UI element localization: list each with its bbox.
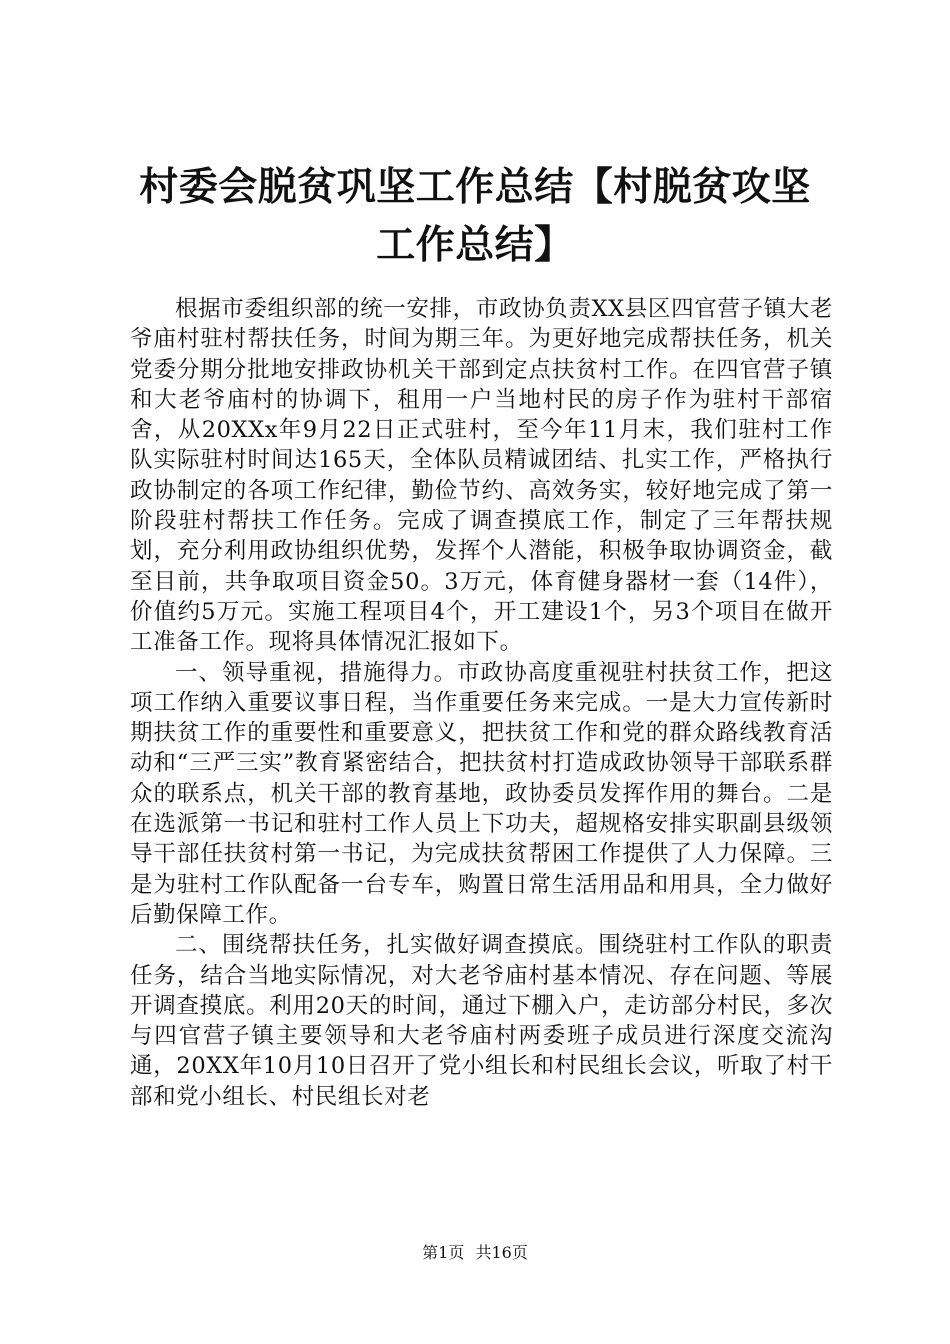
paragraph-section-2: 二、围绕帮扶任务，扎实做好调查摸底。围绕驻村工作队的职责任务，结合当地实际情况，对大老爷庙村基本情况、存在问题、等展开调查摸底。利用20天的时间，通过下棚入户，走访部分村民，多次与四官营子镇主要领导和大老爷庙村两委班子成员进行深度交流沟通，20XX年10月10日召开了党小组长和村民组长会议，听取了村干部和党小组长、村民组长对老 (130, 932, 833, 1110)
document-body (130, 294, 833, 1112)
document-title: 村委会脱贫巩坚工作总结【村脱贫攻坚工作总结】 (139, 164, 811, 268)
page-footer (0, 1243, 950, 1263)
paragraph-intro: 根据市委组织部的统一安排，市政协负责XX县区四官营子镇大老爷庙村驻村帮扶任务，时间为期三年。为更好地完成帮扶任务，机关党委分期分批地安排政协机关干部到定点扶贫村工作。在四官营子镇和大老爷庙村的协调下，租用一户当地村民的房子作为驻村干部宿舍，从20XXx年9月22日正式驻村，至今年11月末，我们驻村工作队实际驻村时间达165天，全体队员精诚团结、扎实工作，严格执行政协制定的各项工作纪律，勤俭节约、高效务实，较好地完成了第一阶段驻村帮扶工作任务。完成了调查摸底工作，制定了三年帮扶规划，充分利用政协组织优势，发挥个人潜能，积极争取协调资金，截至目前，共争取项目资金50。3万元，体育健身器材一套（14件），价值约5万元。实施工程项目4个，开工建设1个，另3个项目在做开工准备工作。现将具体情况汇报如下。 (130, 296, 833, 656)
page-total: 共16页 (475, 1243, 528, 1262)
page-number: 第1页 (422, 1243, 465, 1262)
paragraph-section-1: 一、领导重视，措施得力。市政协高度重视驻村扶贫工作，把这项工作纳入重要议事日程，当作重要任务来完成。一是大力宣传新时期扶贫工作的重要性和重要意义，把扶贫工作和党的群众路线教育活动和“三严三实”教育紧密结合，把扶贫村打造成政协领导干部联系群众的联系点，机关干部的教育基地，政协委员发挥作用的舞台。二是在选派第一书记和驻村工作人员上下功夫，超规格安排实职副县级领导干部任扶贫村第一书记，为完成扶贫帮困工作提供了人力保障。三是为驻村工作队配备一台专车，购置日常生活用品和用具，全力做好后勤保障工作。 (130, 659, 833, 928)
